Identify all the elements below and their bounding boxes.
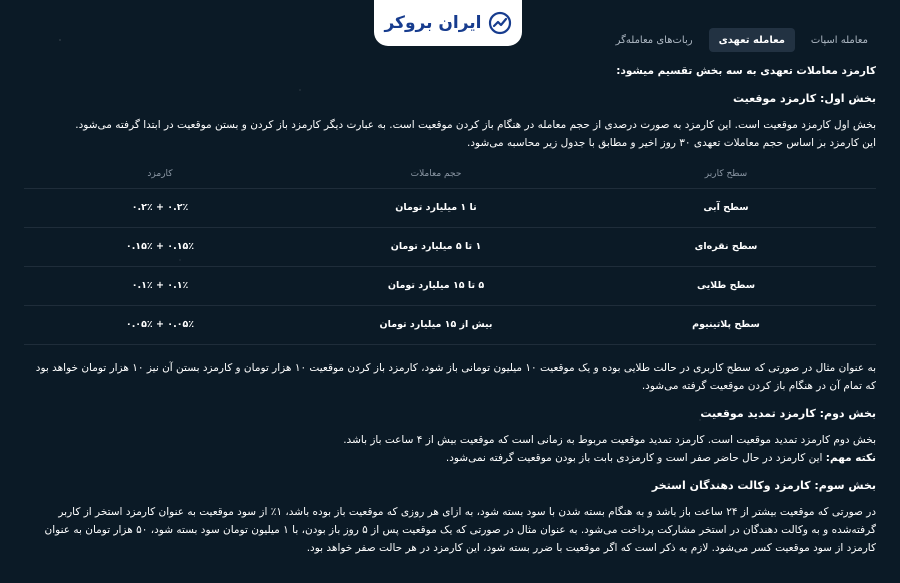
row-level: سطح طلایی	[576, 266, 876, 305]
row-volume: ۱ تا ۵ میلیارد تومان	[296, 227, 576, 266]
brand-name: ایران بروکر	[384, 13, 482, 33]
row-fee: ۰.۲٪ + ۰.۲٪	[24, 188, 296, 227]
section1-heading: بخش اول: کارمزد موقعیت	[732, 92, 876, 105]
tab-trading-bots[interactable]: ربات‌های معامله‌گر	[615, 34, 693, 46]
section1-line1: بخش اول کارمزد موقعیت است. این کارمزد به صورت درصدی از حجم معامله در هنگام باز کردن موقعیت است. به عبارت دیگر کارمزد باز کردن و بستن موقعیت در ابتدا گرفته می‌شود.	[75, 119, 876, 131]
section1-line2: این کارمزد بر اساس حجم معاملات تعهدی ۳۰ روز اخیر و مطابق با جدول زیر محاسبه می‌شود.	[467, 137, 876, 149]
row-level: سطح آبی	[576, 188, 876, 227]
row-fee: ۰.۰۵٪ + ۰.۰۵٪	[24, 305, 296, 344]
row-level: سطح پلاتینیوم	[576, 305, 876, 344]
table-row	[24, 227, 876, 266]
section2-line1: بخش دوم کارمزد تمدید موقعیت است. کارمزد تمدید موقعیت مربوط به زمانی است که موقعیت بیش از ۴ ساعت باز باشد.	[343, 433, 876, 446]
header-fee: کارمزد	[24, 160, 296, 188]
table-row	[24, 266, 876, 305]
header-volume: حجم معاملات	[296, 160, 576, 188]
section3-text: در صورتی که موقعیت بیشتر از ۲۴ ساعت باز باشد و به هنگام بسته شدن با سود بسته شود، به ازای هر روزی که موقعیت باز بوده باشد، ۱٪ از سود موقعیت به عنوان کارمزد استخر از کاربر گرفته‌شده و به وکالت دهندگان در استخر مشارکت پرداخت می‌شود. به عنوان مثال در صورتی که یک موقعیت پس از ۵ روز باز بودن، با ۱ میلیون تومان سود بسته شود، ۵۰ هزار تومان به عنوان کارمزد از سود موقعیت کسر می‌شود. لازم به ذکر است که اگر موقعیت با ضرر بسته شود، این کارمزد در هر حالت صفر خواهد بود.	[44, 505, 876, 554]
row-level: سطح نقره‌ای	[576, 227, 876, 266]
row-volume: ۵ تا ۱۵ میلیارد تومان	[296, 266, 576, 305]
table-row	[24, 188, 876, 227]
row-volume: تا ۱ میلیارد تومان	[296, 188, 576, 227]
brand-logo[interactable]	[374, 0, 522, 46]
table-row	[24, 305, 876, 344]
row-volume: بیش از ۱۵ میلیارد تومان	[296, 305, 576, 344]
trading-tabs	[606, 28, 878, 52]
brand-logo-icon	[488, 11, 512, 35]
table-header-row	[24, 160, 876, 188]
section2-heading: بخش دوم: کارمزد تمدید موقعیت	[700, 406, 876, 420]
tab-spot[interactable]: معامله اسپات	[810, 34, 868, 46]
section3-heading: بخش سوم: کارمزد وکالت دهندگان استخر	[651, 478, 876, 492]
fee-table	[24, 160, 876, 345]
note-label: نکته مهم:	[825, 451, 876, 464]
example-text: به عنوان مثال در صورتی که سطح کاربری در حالت طلایی بوده و یک موقعیت ۱۰ میلیون تومانی باز شود، کارمزد باز کردن موقعیت ۱۰ هزار تومان و کارمزد بستن آن نیز ۱۰ هزار تومان خواهد بود که تمام آن در هنگام باز کردن موقعیت گرفته می‌شود.	[35, 361, 876, 392]
note-text: این کارمزد در حال حاضر صفر است و کارمزدی بابت باز بودن موقعیت گرفته نمی‌شود.	[445, 451, 826, 464]
row-fee: ۰.۱٪ + ۰.۱٪	[24, 266, 296, 305]
row-fee: ۰.۱۵٪ + ۰.۱۵٪	[24, 227, 296, 266]
header-level: سطح کاربر	[576, 160, 876, 188]
section2-note	[24, 449, 876, 467]
tab-margin[interactable]: معامله تعهدی	[709, 28, 795, 52]
fee-content	[24, 62, 876, 557]
intro-text: کارمزد معاملات تعهدی به سه بخش تقسیم میشود:	[616, 65, 876, 77]
